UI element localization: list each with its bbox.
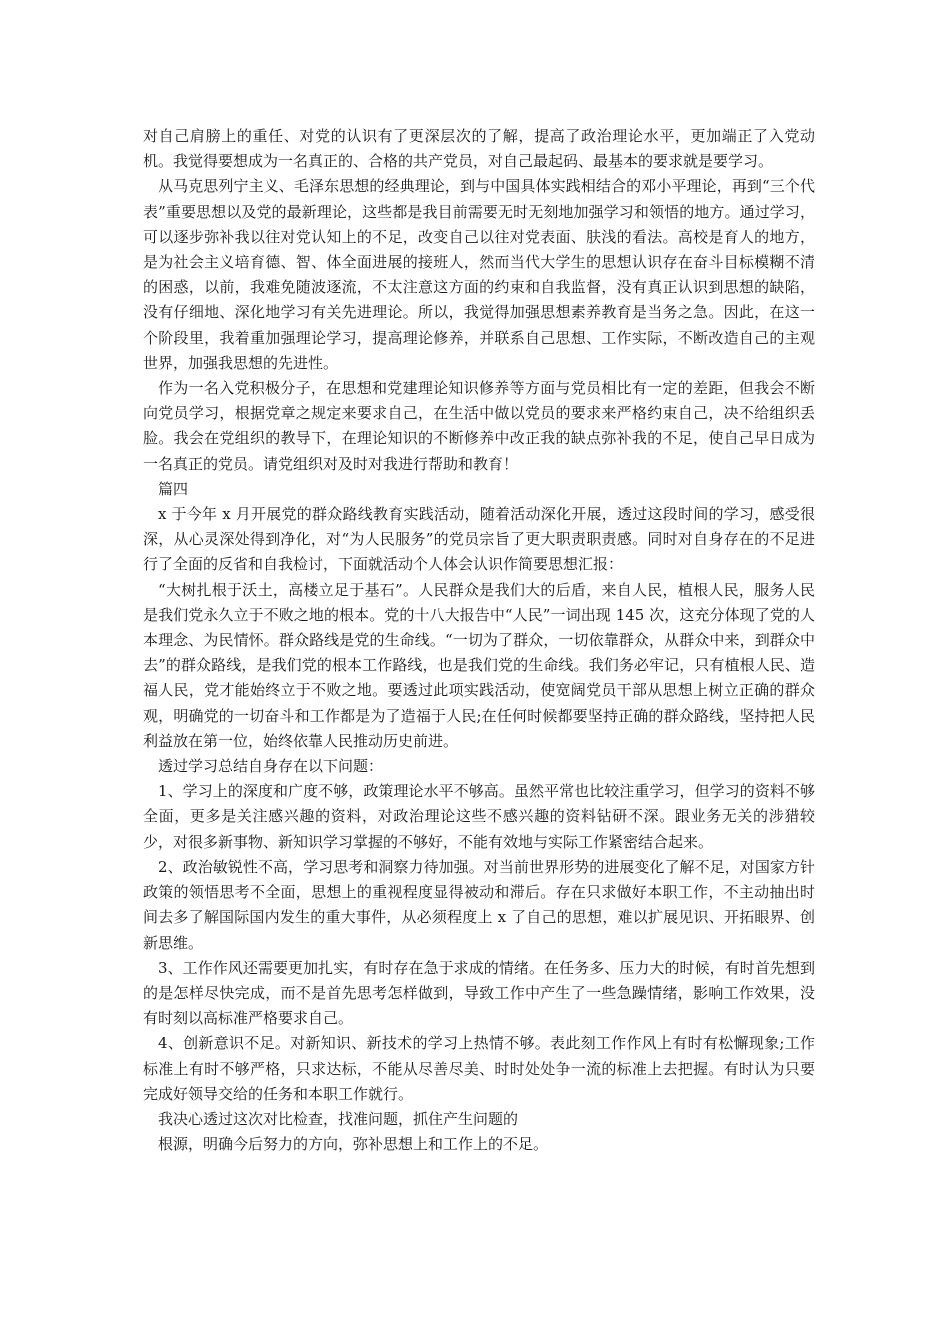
section-heading: 篇四 xyxy=(158,479,189,498)
document-body xyxy=(143,124,815,1157)
paragraph-3: 作为一名入党积极分子，在思想和党建理论知识修养等方面与党员相比有一定的差距，但我会不断向党员学习，根据党章之规定来要求自己，在生活中做以党员的要求来严格约束自己，决不给组织丢脸。我会在党组织的教导下，在理论知识的不断修养中改正我的缺点弥补我的不足，使自己早日成为一名真正的党员。请党组织对及时对我进行帮助和教育！ xyxy=(143,379,815,473)
paragraph-1: 对自己肩膀上的重任、对党的认识有了更深层次的了解，提高了政治理论水平，更加端正了入党动机。我觉得要想成为一名真正的、合格的共产党员，对自己最起码、最基本的要求就是要学习。 xyxy=(143,127,815,171)
paragraph-8: 根源，明确今后努力的方向，弥补思想上和工作上的不足。 xyxy=(158,1135,549,1154)
paragraph-6: 透过学习总结自身存在以下问题： xyxy=(158,757,384,776)
list-item-1: 1、学习上的深度和广度不够，政策理论水平不够高。虽然平常也比较注重学习，但学习的资料不够全面，更多是关注感兴趣的资料，对政治理论这些不感兴趣的资料钻研不深。跟业务无关的涉猎较少，对很多新事物、新知识学习掌握的不够好，不能有效地与实际工作紧密结合起来。 xyxy=(143,782,815,851)
list-item-2: 2、政治敏锐性不高，学习思考和洞察力待加强。对当前世界形势的进展变化了解不足，对国家方针政策的领悟思考不全面，思想上的重视程度显得被动和滞后。存在只求做好本职工作，不主动抽出时间去多了解国际国内发生的重大事件，从必须程度上 x 了自己的思想，难以扩展见识、开拓眼界、创新思维。 xyxy=(143,857,815,952)
paragraph-4: x 于今年 x 月开展党的群众路线教育实践活动，随着活动深化开展，透过这段时间的学习，感受很深，从心灵深处得到净化，对“为人民服务”的党员宗旨了更大职责职责感。同时对自身存在的不足进行了全面的反省和自我检讨，下面就活动个人体会认识作简要思想汇报： xyxy=(143,505,815,574)
list-item-4: 4、创新意识不足。对新知识、新技术的学习上热情不够。表此刻工作作风上有时有松懈现象;工作标准上有时不够严格，只求达标，不能从尽善尽美、时时处处争一流的标准上去把握。有时认为只要完成好领导交给的任务和本职工作就行。 xyxy=(143,1034,815,1103)
paragraph-7: 我决心透过这次对比检查，找准问题，抓住产生问题的 xyxy=(158,1109,519,1128)
paragraph-5: “大树扎根于沃土，高楼立足于基石”。人民群众是我们大的后盾，来自人民，植根人民，服务人民是我们党永久立于不败之地的根本。党的十八大报告中“人民”一词出现 145 次，这充分体现了党的人本理念、为民情怀。群众路线是党的生命线。“一切为了群众，一切依靠群众，从群众中来，到群众中去”的群众路线，是我们党的根本工作路线，也是我们党的生命线。我们务必牢记，只有植根人民、造福人民，党才能始终立于不败之地。要透过此项实践活动，使宽阔党员干部从思想上树立正确的群众观，明确党的一切奋斗和工作都是为了造福于人民;在任何时候都要坚持正确的群众路线，坚持把人民利益放在第一位，始终依靠人民推动历史前进。 xyxy=(143,580,815,750)
paragraph-2: 从马克思列宁主义、毛泽东思想的经典理论，到与中国具体实践相结合的邓小平理论，再到“三个代表”重要思想以及党的最新理论，这些都是我目前需要无时无刻地加强学习和领悟的地方。通过学习，可以逐步弥补我以往对党认知上的不足，改变自己以往对党表面、肤浅的看法。高校是育人的地方，是为社会主义培育德、智、体全面进展的接班人，然而当代大学生的思想认识存在奋斗目标模糊不清的困惑，以前，我难免随波逐流，不太注意这方面的约束和自我监督，没有真正认识到思想的缺陷，没有仔细地、深化地学习有关先进理论。所以，我觉得加强思想素养教育是当务之急。因此，在这一个阶段里，我着重加强理论学习，提高理论修养，并联系自己思想、工作实际，不断改造自己的主观世界，加强我思想的先进性。 xyxy=(143,177,815,372)
list-item-3: 3、工作作风还需要更加扎实，有时存在急于求成的情绪。在任务多、压力大的时候，有时首先想到的是怎样尽快完成，而不是首先思考怎样做到，导致工作中产生了一些急躁情绪，影响工作效果，没有时刻以高标准严格要求自己。 xyxy=(143,958,815,1028)
